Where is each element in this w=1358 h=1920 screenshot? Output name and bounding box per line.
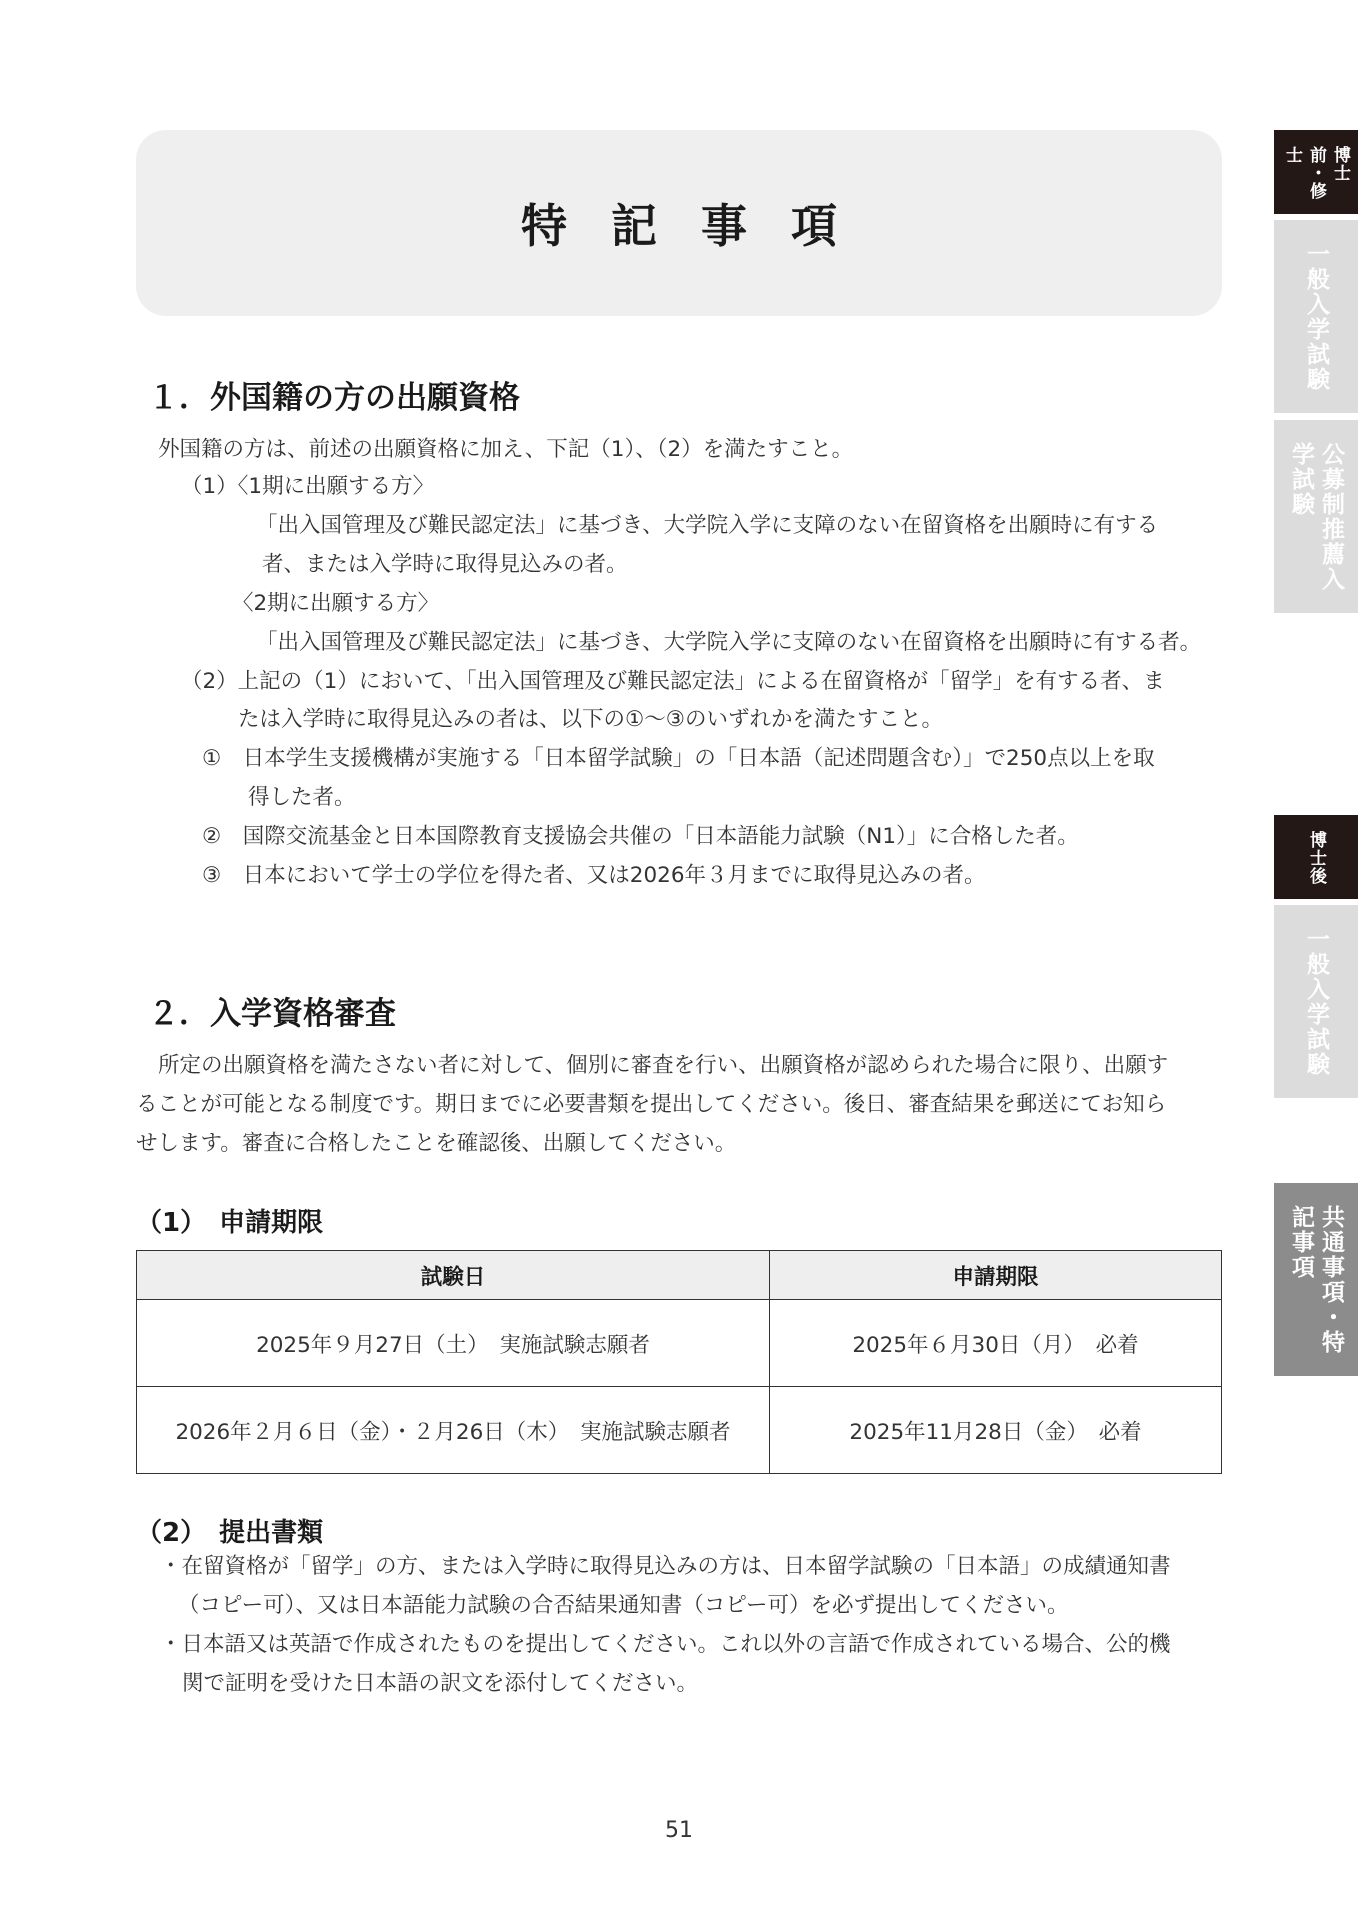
section1-text: ③ 日本において学士の学位を得た者、又は2026年３月までに取得見込みの者。	[202, 863, 986, 888]
table-cell: 2025年11月28日（金） 必着	[770, 1387, 1222, 1474]
table-cell: 2025年６月30日（月） 必着	[770, 1300, 1222, 1387]
side-tab-masters[interactable]	[1274, 130, 1358, 214]
section2-heading: ２．入学資格審査	[148, 996, 396, 1032]
section1-text: 〈2期に出願する方〉	[232, 591, 440, 616]
section1-text: （1）〈1期に出願する方〉	[181, 474, 435, 499]
table-header: 申請期限	[770, 1251, 1222, 1300]
table-cell: 2025年９月27日（土） 実施試験志願者	[137, 1300, 770, 1387]
section1-text: 「出入国管理及び難民認定法」に基づき、大学院入学に支障のない在留資格を出願時に有する者。	[256, 630, 1202, 655]
section2-text: ることが可能となる制度です。期日までに必要書類を提出してください。後日、審査結果を郵送にてお知ら	[136, 1092, 1167, 1117]
side-tab-label: 一般入学試験	[1303, 242, 1329, 392]
side-tab-label: 共通事項・特記事項	[1288, 1205, 1344, 1355]
section1-text: ① 日本学生支援機構が実施する「日本留学試験」の「日本語（記述問題含む）」で250点以上を取	[202, 746, 1155, 771]
table-row	[137, 1300, 1222, 1387]
section1-heading: １．外国籍の方の出願資格	[148, 380, 520, 416]
page-title: 特記事項	[521, 199, 881, 253]
table-header: 試験日	[137, 1251, 770, 1300]
section1-text: ② 国際交流基金と日本国際教育支援協会共催の「日本語能力試験（N1）」に合格した者。	[202, 824, 1079, 849]
sub2-text: ・在留資格が「留学」の方、または入学時に取得見込みの方は、日本留学試験の「日本語」の成績通知書	[160, 1554, 1171, 1579]
side-tab-common-notes[interactable]	[1274, 1183, 1358, 1376]
section1-text: 者、または入学時に取得見込みの者。	[262, 552, 628, 577]
page-number: 51	[665, 1818, 693, 1843]
side-tab-general-exam[interactable]	[1274, 220, 1358, 413]
sub2-text: ・日本語又は英語で作成されたものを提出してください。これ以外の言語で作成されている場合、公的機	[160, 1632, 1171, 1657]
section1-text: 外国籍の方は、前述の出願資格に加え、下記（1）、（2）を満たすこと。	[158, 437, 854, 462]
side-tab-recommendation-exam[interactable]	[1274, 420, 1358, 613]
section2-text: 所定の出願資格を満たさない者に対して、個別に審査を行い、出願資格が認められた場合に限り、出願す	[158, 1053, 1169, 1078]
table-row	[137, 1387, 1222, 1474]
section1-text: たは入学時に取得見込みの者は、以下の①～③のいずれかを満たすこと。	[238, 707, 944, 732]
table-header-row	[137, 1251, 1222, 1300]
side-tab-doctoral-general-exam[interactable]	[1274, 905, 1358, 1098]
sub2-text: 関で証明を受けた日本語の訳文を添付してください。	[182, 1671, 699, 1696]
deadline-table	[136, 1250, 1222, 1474]
section1-text: （2）上記の（1）において、「出入国管理及び難民認定法」による在留資格が「留学」を有する者、ま	[181, 669, 1165, 694]
sub1-heading: （1） 申請期限	[136, 1208, 324, 1238]
side-tab-label: 公募制推薦入学試験	[1288, 442, 1344, 592]
sub2-heading: （2） 提出書類	[136, 1518, 324, 1548]
section1-text: 得した者。	[248, 785, 356, 810]
side-tab-label: 博士後	[1306, 831, 1326, 885]
title-banner	[136, 130, 1222, 316]
table-cell: 2026年２月６日（金）・２月26日（木） 実施試験志願者	[137, 1387, 770, 1474]
section2-text: せします。審査に合格したことを確認後、出願してください。	[136, 1131, 737, 1156]
section1-text: 「出入国管理及び難民認定法」に基づき、大学院入学に支障のない在留資格を出願時に有する	[256, 513, 1159, 538]
side-tab-label: 博士前・修士	[1282, 146, 1350, 200]
side-tab-label: 一般入学試験	[1303, 927, 1329, 1077]
side-tab-doctoral[interactable]	[1274, 815, 1358, 899]
sub2-text: （コピー可）、又は日本語能力試験の合否結果通知書（コピー可）を必ず提出してください。	[178, 1593, 1069, 1618]
